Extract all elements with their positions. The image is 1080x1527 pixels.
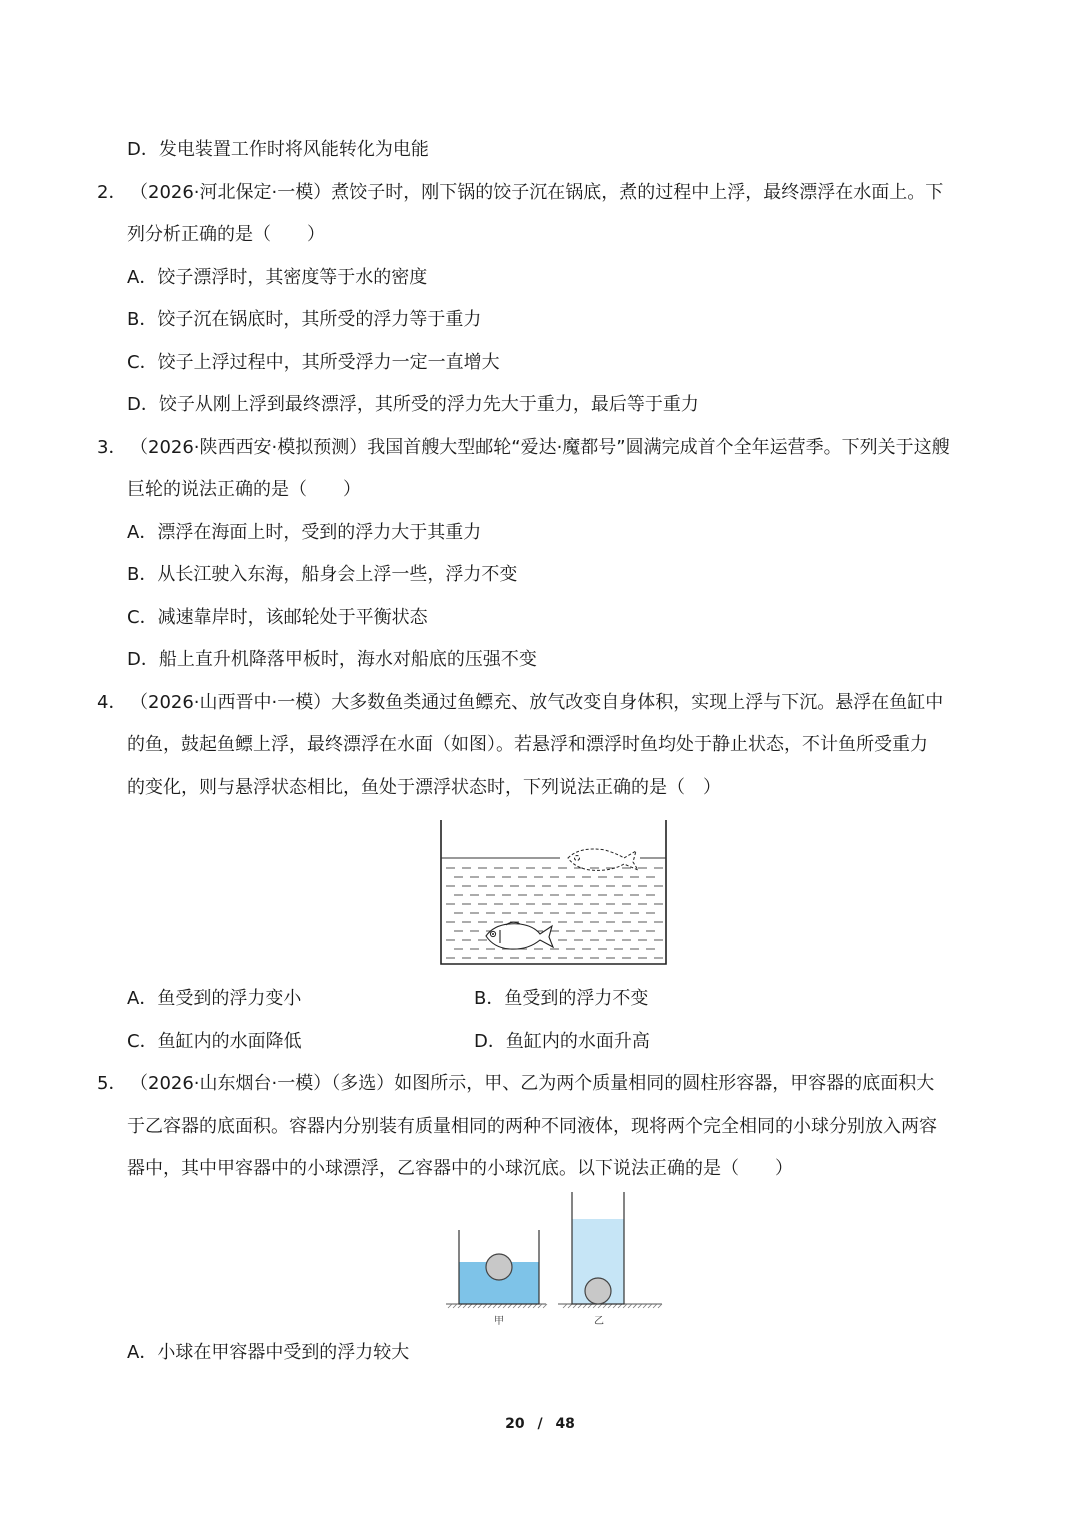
q2-option-c: C．饺子上浮过程中，其所受浮力一定一直增大 xyxy=(127,352,500,373)
q4-option-d: D．鱼缸内的水面升高 xyxy=(474,1031,650,1052)
q3-stem-line2: 巨轮的说法正确的是（ ） xyxy=(127,479,361,500)
hatch-line xyxy=(453,1304,457,1308)
q4-stem-line1: （2026·山西晋中·一模）大多数鱼类通过鱼鳔充、放气改变自身体积，实现上浮与下沉。悬浮在鱼缸中 xyxy=(130,692,944,713)
q4-stem-line3: 的变化，则与悬浮状态相比，鱼处于漂浮状态时，下列说法正确的是（ ） xyxy=(127,777,721,798)
water-dashes xyxy=(446,868,663,958)
q1-option-d: D．发电装置工作时将风能转化为电能 xyxy=(127,139,429,160)
hatch-line xyxy=(653,1304,657,1308)
hatch-line xyxy=(643,1304,647,1308)
q2-number: 2． xyxy=(97,182,127,203)
q2-stem-line1: （2026·河北保定·一模）煮饺子时，刚下锅的饺子沉在锅底，煮的过程中上浮，最终漂浮在水面上。下 xyxy=(130,182,944,203)
page-number xyxy=(0,1416,1080,1432)
label-jia: 甲 xyxy=(494,1316,504,1327)
hatch-line xyxy=(448,1304,452,1308)
q3-option-c: C．减速靠岸时，该邮轮处于平衡状态 xyxy=(127,607,428,628)
floating-fish xyxy=(568,849,638,870)
hatch-line xyxy=(648,1304,652,1308)
q3-option-d: D．船上直升机降落甲板时，海水对船底的压强不变 xyxy=(127,649,537,670)
hatch-line xyxy=(543,1304,547,1308)
q4-option-a: A．鱼受到的浮力变小 xyxy=(127,988,302,1009)
q2-stem-line2: 列分析正确的是（ ） xyxy=(127,224,325,245)
q2-option-b: B．饺子沉在锅底时，其所受的浮力等于重力 xyxy=(127,309,482,330)
q4-stem-line2: 的鱼，鼓起鱼鳔上浮，最终漂浮在水面（如图）。若悬浮和漂浮时鱼均处于静止状态，不计鱼所受重力 xyxy=(127,734,928,755)
q3-option-b: B．从长江驶入东海，船身会上浮一些，浮力不变 xyxy=(127,564,518,585)
q5-option-a: A．小球在甲容器中受到的浮力较大 xyxy=(127,1342,410,1363)
hatch-line xyxy=(633,1304,637,1308)
page-current: 20 xyxy=(505,1416,525,1432)
hatch-line xyxy=(563,1304,567,1308)
q2-option-d: D．饺子从刚上浮到最终漂浮，其所受的浮力先大于重力，最后等于重力 xyxy=(127,394,699,415)
fish-tank-figure xyxy=(440,818,668,968)
ball-jia xyxy=(486,1254,512,1280)
page-total: 48 xyxy=(555,1416,575,1432)
q5-stem-line3: 器中，其中甲容器中的小球漂浮，乙容器中的小球沉底。以下说法正确的是（ ） xyxy=(127,1158,793,1179)
q2-option-a: A．饺子漂浮时，其密度等于水的密度 xyxy=(127,267,428,288)
q3-stem-line1: （2026·陕西西安·模拟预测）我国首艘大型邮轮“爱达·魔都号”圆满完成首个全年运营季。下列关于这艘 xyxy=(130,437,950,458)
q4-option-c: C．鱼缸内的水面降低 xyxy=(127,1031,302,1052)
q5-stem-line1: （2026·山东烟台·一模）（多选）如图所示，甲、乙为两个质量相同的圆柱形容器，甲容器的底面积大 xyxy=(130,1073,935,1094)
q4-option-b: B．鱼受到的浮力不变 xyxy=(474,988,649,1009)
page-separator: / xyxy=(537,1416,543,1432)
hatch-line xyxy=(658,1304,662,1308)
hatch-line xyxy=(628,1304,632,1308)
tank-outline xyxy=(441,820,666,964)
ball-yi xyxy=(585,1278,611,1304)
q3-number: 3． xyxy=(97,437,127,458)
hatch-line xyxy=(638,1304,642,1308)
containers-figure xyxy=(442,1190,666,1330)
q3-option-a: A．漂浮在海面上时，受到的浮力大于其重力 xyxy=(127,522,482,543)
q4-number: 4． xyxy=(97,692,127,713)
q5-stem-line2: 于乙容器的底面积。容器内分别装有质量相同的两种不同液体，现将两个完全相同的小球分别放入两容 xyxy=(127,1116,937,1137)
label-yi: 乙 xyxy=(594,1316,604,1327)
suspended-fish xyxy=(486,922,553,949)
q5-number: 5． xyxy=(97,1073,127,1094)
